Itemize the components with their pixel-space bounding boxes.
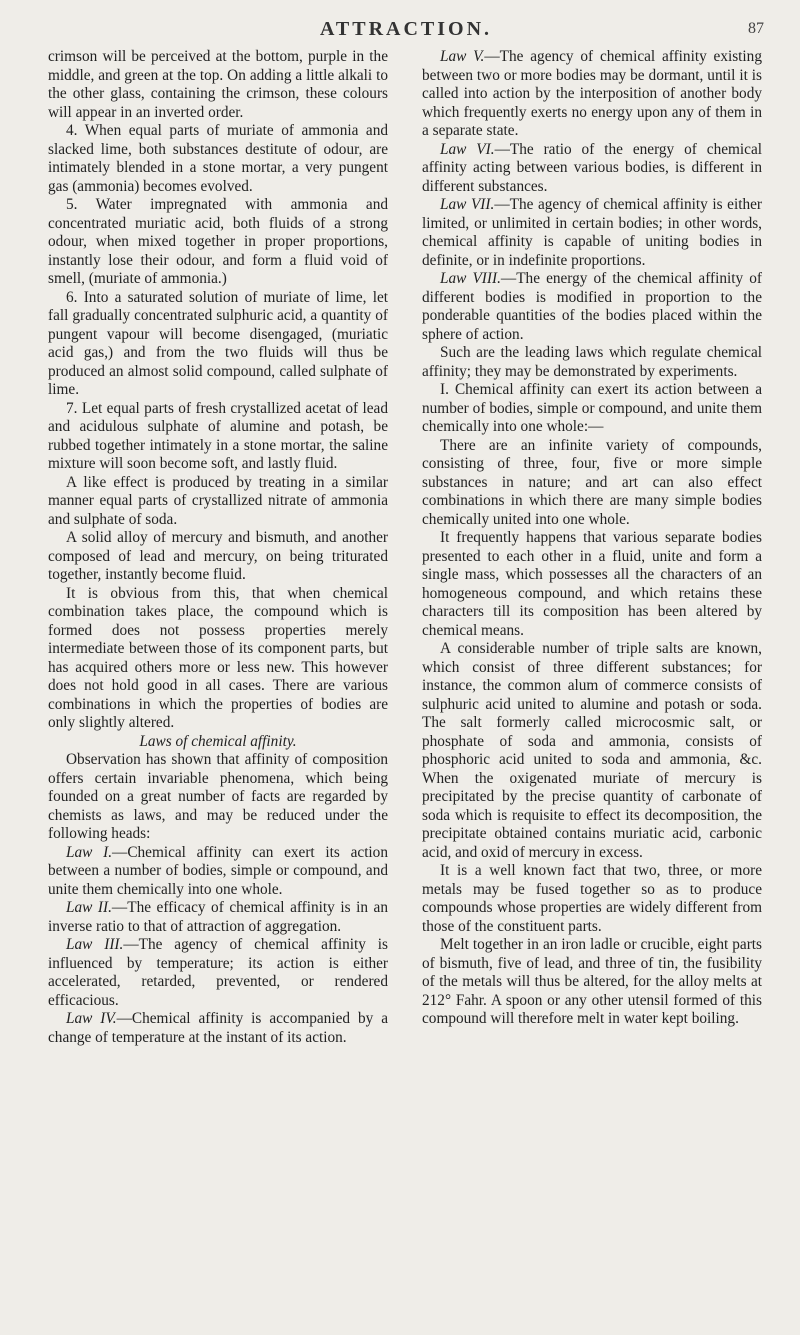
running-head: ATTRACTION. — [319, 18, 493, 40]
left-column — [48, 48, 388, 1047]
paragraph: It is a well known fact that two, three, or more metals may be fused together so as to produce compounds whose properties are widely different from those of the constituent parts. — [422, 862, 762, 935]
law-paragraph — [422, 270, 762, 344]
law-label: Law I. — [66, 843, 113, 861]
law-paragraph — [48, 1010, 388, 1047]
law-text: —Chemical affinity can exert its action between a number of bodies, simple or compound, and unite them chemically into one whole. — [48, 843, 388, 898]
law-paragraph — [48, 936, 388, 1010]
paragraph: Such are the leading laws which regulate chemical affinity; they may be demonstrated by experiments. — [422, 344, 762, 380]
law-paragraph — [422, 141, 762, 197]
paragraph: 7. Let equal parts of fresh crystallized acetat of lead and acidulous sulphate of alumine and potash, be rubbed together intimately in a stone mortar, the saline mixture will soon become soft, and lastly fluid. — [48, 399, 388, 472]
paragraph: It is obvious from this, that when chemical combination takes place, the compound which is formed does not possess properties merely intermediate between those of its component parts, but has acquired others more or less new. This however does not hold good in all cases. There are various combinations in which the properties of bodies are only slightly altered. — [48, 584, 388, 731]
paragraph: A considerable number of triple salts are known, which consist of three different substances; for instance, the common alum of commerce consists of sulphuric acid united to alumine and potash or soda. The salt formerly called microcosmic salt, or phosphate of soda and ammonia, consists of phosphoric acid united to soda and ammonia, &c. When the oxigenated muriate of mercury is precipitated by the precise quantity of carbonate of soda which is requisite to effect its decomposition, the precipitate obtained contains muriatic acid, carbonic acid, and oxid of mercury in excess. — [422, 640, 762, 861]
paragraph: I. Chemical affinity can exert its action between a number of bodies, simple or compound, and unite them chemically into one whole:— — [422, 381, 762, 435]
law-label: Law VI. — [440, 140, 495, 158]
law-paragraph — [422, 48, 762, 141]
paragraph: A solid alloy of mercury and bismuth, and another composed of lead and mercury, on being triturated together, instantly become fluid. — [48, 529, 388, 583]
paragraph: crimson will be perceived at the bottom, purple in the middle, and green at the top. On adding a little alkali to the other glass, containing the crimson, these colours will appear in an inverted order. — [48, 48, 388, 121]
law-text: —The efficacy of chemical affinity is in an inverse ratio to that of attraction of aggregation. — [48, 899, 388, 935]
paragraph: There are an infinite variety of compounds, consisting of three, four, five or more simple substances in nature; and art can also effect combinations in which there are many simple bodies chemically united into one whole. — [422, 436, 762, 528]
paragraph: It frequently happens that various separate bodies presented to each other in a fluid, unite and form a single mass, which possesses all the characters of an homogeneous compound, and which retains these characters till its composition has been altered by chemical means. — [422, 529, 762, 639]
law-text: —The agency of chemical affinity is influenced by temperature; its action is either accelerated, retarded, prevented, or rendered efficacious. — [48, 936, 388, 1009]
paragraph: 4. When equal parts of muriate of ammonia and slacked lime, both substances destitute of odour, are intimately blended in a stone mortar, a very pungent gas (ammonia) becomes evolved. — [48, 122, 388, 195]
paragraph: Observation has shown that affinity of composition offers certain invariable phenomena, which being founded on a great number of facts are regarded by chemists as laws, and may be reduced under the following heads: — [48, 751, 388, 842]
paragraph: 5. Water impregnated with ammonia and concentrated muriatic acid, both fluids of a strong odour, when mixed together in proper proportions, instantly lose their odour, and form a fluid void of smell, (muriate of ammonia.) — [48, 196, 388, 287]
paragraph: 6. Into a saturated solution of muriate of lime, let fall gradually concentrated sulphuric acid, a quantity of pungent vapour will become disengaged, (muriatic acid gas,) and from the two fluids will thus be produced an almost solid compound, called sulphate of lime. — [48, 288, 388, 398]
law-paragraph — [422, 196, 762, 270]
law-text: —The agency of chemical affinity existing between two or more bodies may be dormant, until it is called into action by the interposition of another body which frequently exerts no energy upon any of them in a separate state. — [422, 48, 762, 139]
section-heading: Laws of chemical affinity. — [139, 732, 297, 750]
right-column — [422, 48, 762, 1047]
law-label: Law IV. — [66, 1010, 117, 1027]
page-header — [48, 18, 764, 48]
law-label: Law V. — [440, 48, 485, 65]
paragraph: Melt together in an iron ladle or crucible, eight parts of bismuth, five of lead, and three of tin, the fusibility of the metals will thus be altered, for the alloy melts at 212° Fahr. A spoon or any other utensil formed of this compound will therefore melt in water kept boiling. — [422, 936, 762, 1027]
law-paragraph — [48, 844, 388, 900]
law-paragraph — [48, 899, 388, 936]
law-text: —The ratio of the energy of chemical affinity acting between various bodies, is different in different substances. — [422, 140, 762, 195]
law-label: Law VIII. — [440, 270, 501, 287]
law-text: —The energy of the chemical affinity of different bodies is modified in proportion to the ponderable quantities of the bodies placed within the sphere of action. — [422, 270, 762, 343]
law-text: —The agency of chemical affinity is either limited, or unlimited in certain bodies; in other words, chemical affinity is capable of uniting bodies in definite, or in indefinite proportions. — [422, 196, 762, 269]
paragraph: A like effect is produced by treating in a similar manner equal parts of crystallized nitrate of ammonia and sulphate of soda. — [48, 473, 388, 528]
law-label: Law III. — [66, 936, 124, 953]
text-columns — [48, 48, 764, 1047]
page-number: 87 — [748, 20, 764, 37]
law-label: Law VII. — [440, 196, 495, 213]
law-text: —Chemical affinity is accompanied by a change of temperature at the instant of its action. — [48, 1010, 388, 1046]
law-label: Law II. — [66, 899, 112, 916]
